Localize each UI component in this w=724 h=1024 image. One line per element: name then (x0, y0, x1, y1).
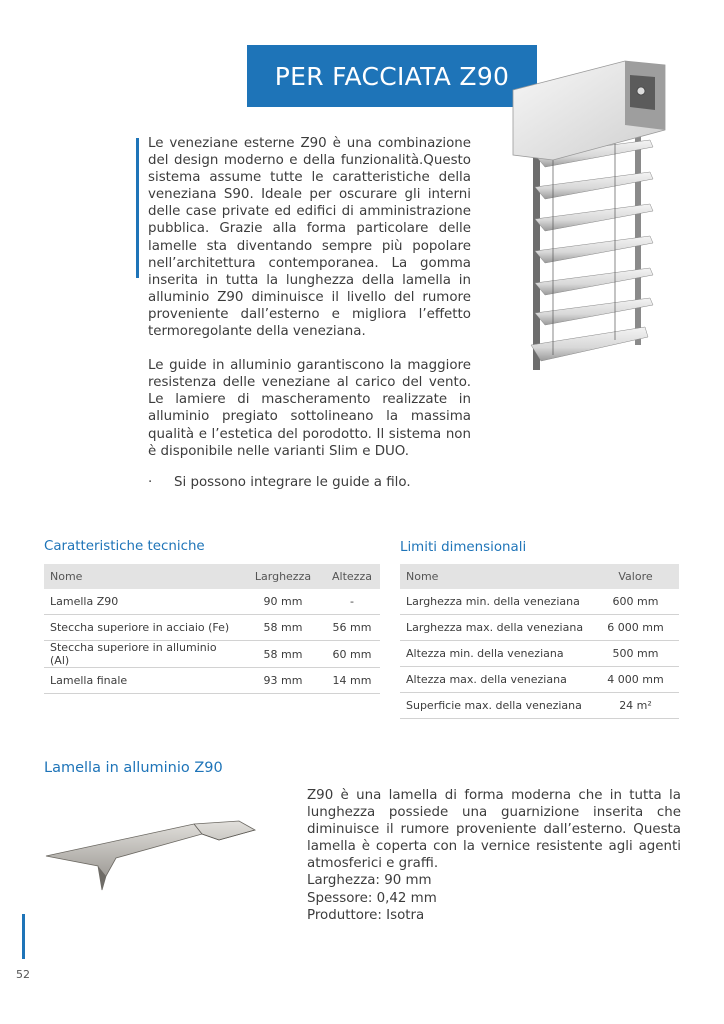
table-cell: 600 mm (592, 589, 679, 615)
table-cell: - (324, 589, 380, 615)
table-cell: Steccha superiore in alluminio (Al) (44, 641, 242, 668)
intro-text (148, 135, 471, 477)
table-cell: 93 mm (242, 668, 324, 694)
column-header-height: Altezza (324, 564, 380, 589)
table-row (400, 615, 679, 641)
table-row (44, 668, 380, 694)
limits-table (400, 564, 679, 719)
column-header-name: Nome (44, 564, 242, 589)
intro-paragraph-1: Le veneziane esterne Z90 è una combinazione del design moderno e della funzionalità.Questo sistema assume tutte le caratteristiche della veneziana S90. Ideale per oscurare gli interni delle case private ed edifici di amministrazione pubblica. Grazie alla forma particolare delle lamelle sta diventando sempre più popolare nell’architettura contemporanea. La gomma inserita in tutta la lunghezza della lamella in alluminio Z90 diminuisce il livello del rumore proveniente dall’esterno e migliora l’effetto termoregolante della veneziana. (148, 136, 471, 340)
intro-accent-bar (136, 138, 139, 278)
lamella-section-title: Lamella in alluminio Z90 (44, 760, 223, 776)
table-cell: Steccha superiore in acciaio (Fe) (44, 615, 242, 641)
column-header-width: Larghezza (242, 564, 324, 589)
lamella-producer: Produttore: Isotra (307, 907, 425, 923)
table-cell: Altezza max. della veneziana (400, 667, 592, 693)
table-row (44, 589, 380, 615)
lamella-thickness: Spessore: 0,42 mm (307, 890, 437, 906)
lamella-description: Z90 è una lamella di forma moderna che in tutta la lunghezza possiede una guarnizione inserita che diminuisce il rumore proveniente dall’esterno. Questa lamella è coperta con la vernice resistente agli agenti atmosferici e graffi. (307, 788, 681, 872)
column-header-value: Valore (592, 564, 679, 589)
bullet-item (148, 475, 411, 490)
page-title: PER FACCIATA Z90 (247, 45, 537, 107)
column-header-name: Nome (400, 564, 592, 589)
table-cell: Lamella finale (44, 668, 242, 694)
table-row (400, 667, 679, 693)
table-row (44, 641, 380, 668)
tech-section-title: Caratteristiche tecniche (44, 539, 205, 554)
table-cell: 6 000 mm (592, 615, 679, 641)
table-cell: Larghezza min. della veneziana (400, 589, 592, 615)
table-row (44, 615, 380, 641)
venetian-blind-image (505, 55, 675, 375)
table-row (400, 693, 679, 719)
footer-accent-bar (22, 914, 25, 959)
table-cell: 58 mm (242, 615, 324, 641)
table-cell: 56 mm (324, 615, 380, 641)
tech-table (44, 564, 380, 694)
lamella-profile-image (44, 818, 259, 893)
bullet-text: Si possono integrare le guide a filo. (174, 475, 411, 490)
table-cell: Altezza min. della veneziana (400, 641, 592, 667)
table-cell: 90 mm (242, 589, 324, 615)
table-cell: 4 000 mm (592, 667, 679, 693)
table-row (400, 641, 679, 667)
table-header-row (44, 564, 380, 589)
page-number: 52 (16, 968, 30, 981)
table-row (400, 589, 679, 615)
table-cell: 500 mm (592, 641, 679, 667)
intro-paragraph-2: Le guide in alluminio garantiscono la maggiore resistenza delle veneziane al carico del vento. Le lamiere di mascheramento realizzate in alluminio pregiato sottolineano la massima qualità e l’estetica del porodotto. Il sistema non è disponibile nelle varianti Slim e DUO. (148, 358, 471, 459)
table-cell: 60 mm (324, 641, 380, 668)
lamella-width: Larghezza: 90 mm (307, 873, 432, 889)
bullet-mark: · (148, 475, 153, 490)
table-cell: 14 mm (324, 668, 380, 694)
table-cell: Superficie max. della veneziana (400, 693, 592, 719)
limits-section-title: Limiti dimensionali (400, 540, 527, 555)
table-cell: 24 m² (592, 693, 679, 719)
table-cell: 58 mm (242, 641, 324, 668)
table-cell: Larghezza max. della veneziana (400, 615, 592, 641)
table-header-row (400, 564, 679, 589)
lamella-text (307, 787, 681, 924)
table-cell: Lamella Z90 (44, 589, 242, 615)
